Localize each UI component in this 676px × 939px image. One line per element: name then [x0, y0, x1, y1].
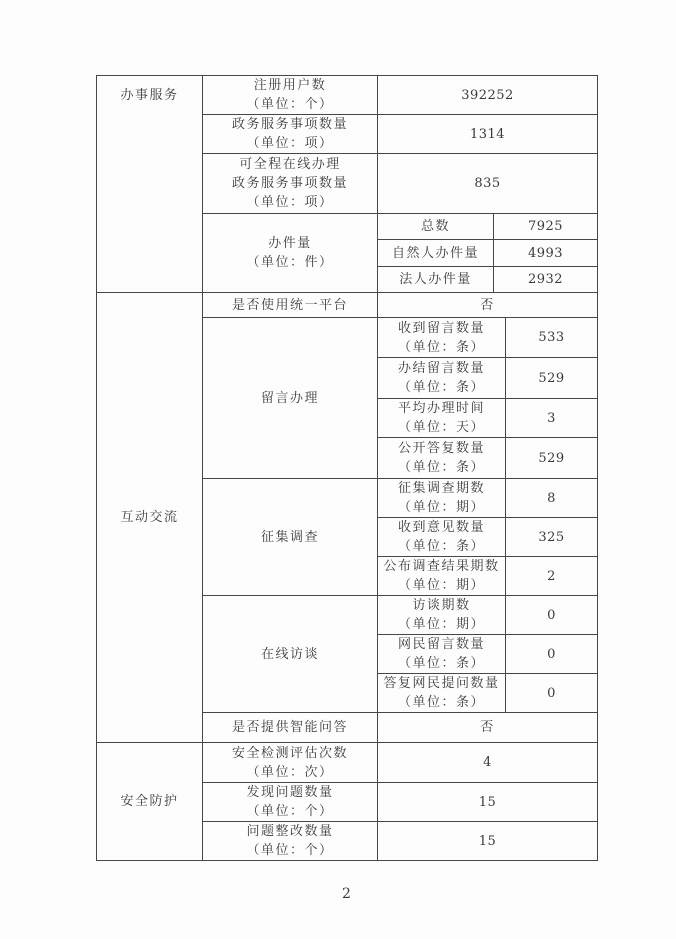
sub-item-label: 公开答复数量 [397, 441, 485, 456]
table-row [97, 743, 598, 783]
unit-label: （单位：期） [397, 500, 485, 515]
item-label-cell: 留言办理 [203, 318, 378, 479]
item-label-cell [203, 154, 378, 214]
sub-item-label: 平均办理时间 [397, 401, 485, 416]
item-label: 政务服务事项数量 [231, 176, 348, 191]
sub-item-label: 网民留言数量 [397, 637, 485, 652]
sub-item-label-cell: 总数 [378, 214, 494, 240]
sub-item-label: 答复网民提问数量 [383, 676, 500, 691]
sub-item-label: 收到意见数量 [397, 520, 485, 535]
unit-label: （单位：条） [397, 539, 485, 554]
item-label: 办件量 [268, 236, 312, 251]
unit-label: （单位：天） [397, 420, 485, 435]
value-cell: 529 [506, 438, 598, 479]
value-cell: 否 [378, 293, 598, 318]
value-cell: 529 [506, 358, 598, 399]
item-label: 政务服务事项数量 [231, 117, 348, 132]
unit-label: （单位：条） [397, 380, 485, 395]
value-cell: 8 [506, 479, 598, 518]
sub-item-label: 公布调查结果期数 [383, 559, 500, 574]
sub-item-label-cell [378, 358, 506, 399]
page-number: 2 [342, 886, 351, 902]
sub-item-label-cell [378, 479, 506, 518]
item-label: 发现问题数量 [246, 785, 334, 800]
table-row [97, 293, 598, 318]
item-label-cell: 征集调查 [203, 479, 378, 596]
item-label-cell [203, 76, 378, 115]
unit-label: （单位：项） [246, 136, 334, 151]
value-cell: 15 [378, 783, 598, 822]
item-label: 注册用户数 [253, 78, 327, 93]
item-label-cell: 在线访谈 [203, 596, 378, 713]
value-cell: 1314 [378, 115, 598, 154]
value-cell: 392252 [378, 76, 598, 115]
item-label: 安全检测评估次数 [231, 745, 348, 761]
value-cell: 0 [506, 596, 598, 635]
value-cell: 否 [378, 713, 598, 743]
item-label-cell [203, 822, 378, 861]
sub-item-label-cell [378, 518, 506, 557]
sub-item-label-cell: 法人办件量 [378, 267, 494, 293]
value-cell: 325 [506, 518, 598, 557]
value-cell: 2 [506, 557, 598, 596]
sub-item-label: 访谈期数 [412, 598, 471, 613]
value-cell: 15 [378, 822, 598, 861]
unit-label: （单位：条） [397, 460, 485, 475]
item-label-cell [203, 783, 378, 822]
report-table [96, 75, 598, 861]
item-label-cell [203, 214, 378, 293]
item-label-cell: 是否使用统一平台 [203, 293, 378, 318]
sub-item-label-cell [378, 596, 506, 635]
sub-item-label-cell [378, 399, 506, 438]
value-cell: 2932 [494, 267, 598, 293]
sub-item-label-cell [378, 557, 506, 596]
category-cell-interaction: 互动交流 [97, 293, 203, 743]
value-cell: 533 [506, 318, 598, 358]
unit-label: （单位：条） [397, 339, 485, 355]
item-label: 可全程在线办理 [239, 157, 341, 172]
value-cell: 0 [506, 674, 598, 713]
unit-label: （单位：个） [246, 804, 334, 819]
value-cell: 4993 [494, 240, 598, 267]
category-cell-security: 安全防护 [97, 743, 203, 861]
unit-label: （单位：条） [397, 695, 485, 710]
sub-item-label-cell [378, 635, 506, 674]
item-label: 问题整改数量 [246, 824, 334, 839]
unit-label: （单位：个） [246, 843, 334, 858]
table-row [97, 76, 598, 115]
sub-item-label-cell: 自然人办件量 [378, 240, 494, 267]
category-cell-service: 办事服务 [97, 76, 203, 293]
unit-label: （单位：次） [246, 764, 334, 780]
unit-label: （单位：项） [246, 195, 334, 210]
unit-label: （单位：期） [397, 617, 485, 632]
unit-label: （单位：件） [246, 255, 334, 270]
value-cell: 0 [506, 635, 598, 674]
item-label-cell [203, 743, 378, 783]
sub-item-label-cell [378, 438, 506, 479]
value-cell: 4 [378, 743, 598, 783]
sub-item-label: 征集调查期数 [397, 481, 485, 496]
sub-item-label-cell [378, 318, 506, 358]
value-cell: 3 [506, 399, 598, 438]
unit-label: （单位：条） [397, 656, 485, 671]
unit-label: （单位：个） [246, 97, 334, 112]
value-cell: 7925 [494, 214, 598, 240]
value-cell: 835 [378, 154, 598, 214]
item-label-cell: 是否提供智能问答 [203, 713, 378, 743]
unit-label: （单位：期） [397, 578, 485, 593]
sub-item-label: 办结留言数量 [397, 361, 485, 376]
item-label-cell [203, 115, 378, 154]
sub-item-label-cell [378, 674, 506, 713]
sub-item-label: 收到留言数量 [397, 320, 485, 336]
